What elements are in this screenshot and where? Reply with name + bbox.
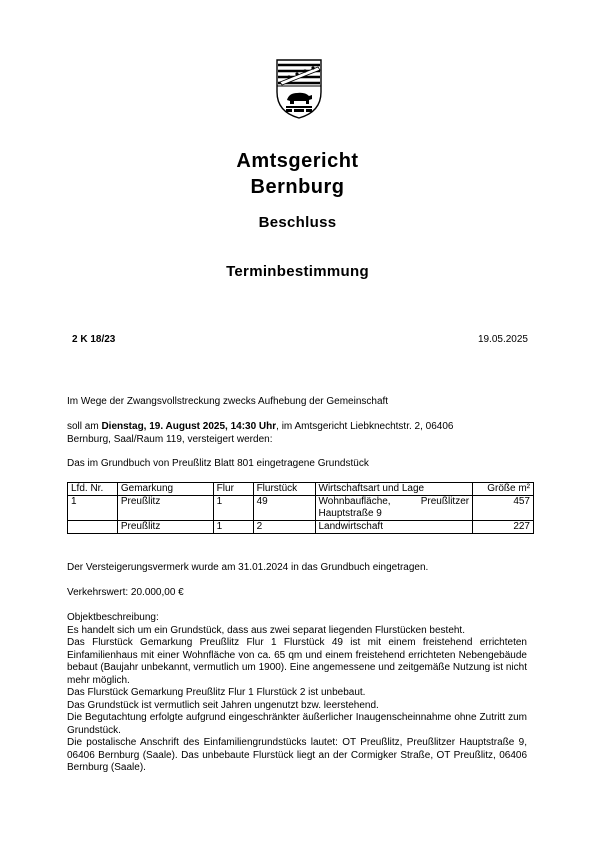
object-paragraph: Die postalische Anschrift des Einfamiliengrundstücks lautet: OT Preußlitz, Preußlitzer Hauptstraße 9, 06406 Bernburg (Saale). Das unbebaute Flurstück liegt an der Cormigker Straße, OT Preußlitz, 06406 Bernburg (Saale). bbox=[67, 737, 527, 773]
table-cell: 227 bbox=[473, 521, 534, 534]
appointment-date: Dienstag, 19. August 2025, 14:30 Uhr bbox=[101, 421, 277, 432]
table-cell: Preußlitz bbox=[117, 521, 213, 534]
property-table bbox=[67, 482, 534, 534]
table-header: Größe m² bbox=[473, 483, 534, 496]
table-cell: Landwirtschaft bbox=[315, 521, 473, 534]
case-number: 2 K 18/23 bbox=[72, 334, 116, 345]
table-cell: 457 bbox=[473, 496, 534, 521]
intro-text: Im Wege der Zwangsvollstreckung zwecks Aufhebung der Gemeinschaft bbox=[67, 396, 389, 407]
appointment-text: soll am Dienstag, 19. August 2025, 14:30 Uhr, im Amtsgericht Liebknechtstr. 2, 06406 Bernburg, Saal/Raum 119, versteigert werden: bbox=[67, 421, 454, 445]
court-name-line2: Bernburg bbox=[250, 176, 345, 198]
table-cell: 49 bbox=[253, 496, 315, 521]
object-paragraph: Das Flurstück Gemarkung Preußlitz Flur 1 Flurstück 2 ist unbebaut. bbox=[67, 687, 366, 698]
table-row bbox=[68, 496, 534, 521]
coat-of-arms-logo bbox=[275, 58, 323, 120]
table-cell: 1 bbox=[213, 521, 253, 534]
document-type: Beschluss bbox=[258, 214, 337, 231]
table-header: Lfd. Nr. bbox=[68, 483, 118, 496]
table-cell: 1 bbox=[213, 496, 253, 521]
table-cell: Wohnbaufläche, Preußlitzer Hauptstraße 9 bbox=[315, 496, 473, 521]
table-header: Gemarkung bbox=[117, 483, 213, 496]
land-register-text: Das im Grundbuch von Preußlitz Blatt 801 eingetragene Grundstück bbox=[67, 458, 369, 469]
document-date: 19.05.2025 bbox=[477, 334, 528, 345]
table-cell bbox=[68, 521, 118, 534]
table-cell: 2 bbox=[253, 521, 315, 534]
object-description-heading: Objektbeschreibung: bbox=[67, 612, 159, 623]
table-row bbox=[68, 521, 534, 534]
court-name-line1: Amtsgericht bbox=[236, 150, 359, 172]
object-paragraph: Es handelt sich um ein Grundstück, dass aus zwei separat liegenden Flurstücken besteht. bbox=[67, 624, 465, 636]
object-paragraph: Das Flurstück Gemarkung Preußlitz Flur 1 Flurstück 49 ist mit einem freistehend errichteten Einfamilienhaus mit einer Wohnfläche von ca. 65 qm und einem freistehend errichteten Nebengebäude bebaut (Baujahr unbekannt, vermutlich um 1900). Eine angemessene und zeitgemäße Nutzung ist nicht mehr möglich. bbox=[67, 637, 527, 686]
table-header: Flurstück bbox=[253, 483, 315, 496]
object-paragraph: Das Grundstück ist vermutlich seit Jahren ungenutzt bzw. leerstehend. bbox=[67, 699, 379, 711]
object-paragraph: Die Begutachtung erfolgte aufgrund eingeschränkter äußerlicher Inaugenscheinnahme ohne Zutritt zum Grundstück. bbox=[67, 712, 527, 736]
verkehrswert-text: Verkehrswert: 20.000,00 € bbox=[67, 587, 184, 598]
table-cell: 1 bbox=[68, 496, 118, 521]
table-header: Wirtschaftsart und Lage bbox=[315, 483, 473, 496]
document-subject: Terminbestimmung bbox=[226, 263, 369, 280]
table-cell: Preußlitz bbox=[117, 496, 213, 521]
object-description bbox=[67, 612, 527, 775]
table-header-row bbox=[68, 483, 534, 496]
table-header: Flur bbox=[213, 483, 253, 496]
vermerk-text: Der Versteigerungsvermerk wurde am 31.01.2024 in das Grundbuch eingetragen. bbox=[67, 562, 429, 573]
